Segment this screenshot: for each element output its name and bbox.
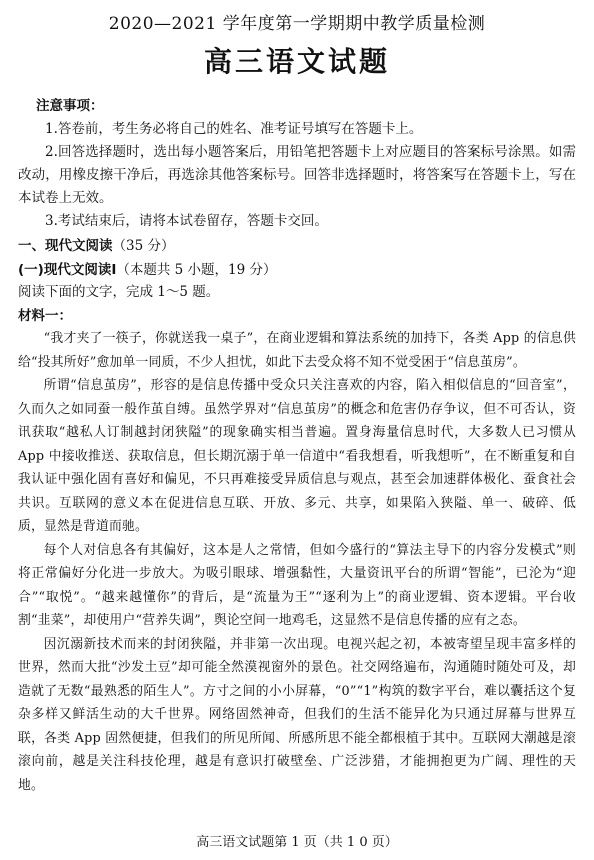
subsection-title: (一)现代文阅读Ⅰ <box>18 262 117 278</box>
section-heading <box>18 235 576 257</box>
reading-instruction: 阅读下面的文字，完成 1～5 题。 <box>18 284 220 300</box>
subsection-heading <box>18 259 576 281</box>
body-paragraph: 所谓“信息茧房”，形容的是信息传播中受众只关注喜欢的内容，陷入相似信息的“回音室”，久而久之如同蚕一般作茧自缚。虽然学界对“信息茧房”的概念和危害仍存争议，但不可否认，资讯获取“越私人订制越封闭狭隘”的现象确实相当普遍。置身海量信息时代，大多数人已习惯从 App 中接收推送、获取信息，但长期沉溺于单一信道中“看我想看，听我想听”，在不断重复和自我认证中强化固有喜好和偏见，不只再难接受异质信息与观点，甚至会加速群体极化、蚕食社会共识。互联网的意义本在促进信息互联、开放、多元、共享，如果陷入狭隘、单一、破碎、低质，显然是背道而驰。 <box>18 378 576 534</box>
subsection-note: （本题共 5 小题，19 分） <box>116 262 277 278</box>
body-paragraph: 因沉溺新技术而来的封闭狭隘，并非第一次出现。电视兴起之初，本被寄望呈现丰富多样的世界，然而大批“沙发土豆”却可能全然漠视窗外的景色。社交网络遍布，沟通随时随处可及，却造就了无数“最熟悉的陌生人”。方寸之间的小小屏幕，“0”“1”构筑的数字平台，难以囊括这个复杂多样又鲜活生动的大千世界。网络固然神奇，但我们的生活不能异化为只通过屏幕与世界互联，各类 App 固然便捷，但我们的所见所闻、所感所思不能全都根植于其中。互联网大潮越是滚滚向前，越是关注科技伦理，越是有意识打破壁垒、广泛涉猎，才能拥抱更为广阔、理性的天地。 <box>18 636 576 793</box>
notice-item-3: 3.考试结束后，请将本试卷留存，答题卡交回。 <box>45 213 328 229</box>
section-title: 一、现代文阅读 <box>18 238 113 254</box>
exam-title: 2020—2021 学年度第一学期期中教学质量检测 <box>108 14 486 34</box>
material-label: 材料一： <box>18 308 72 324</box>
notice-item-1: 1.答卷前，考生务必将自己的姓名、准考证号填写在答题卡上。 <box>45 121 423 137</box>
body-paragraph: “我才夹了一筷子，你就送我一桌子”，在商业逻辑和算法系统的加持下，各类 App 的信息供给“投其所好”愈加单一同质，不少人担忧，如此下去受众将不知不觉受困于“信息茧房”。 <box>18 331 576 370</box>
notice-item-2: 2.回答选择题时，选出每小题答案后，用铅笔把答题卡上对应题目的答案标号涂黑。如需改动，用橡皮擦干净后，再选涂其他答案标号。回答非选择题时，将答案写在答题卡上，写在本试卷上无效。 <box>18 144 576 206</box>
notice-heading: 注意事项： <box>36 98 104 114</box>
body-paragraph: 每个人对信息各有其偏好，这本是人之常情，但如今盛行的“算法主导下的内容分发模式”则将正常偏好分化进一步放大。为吸引眼球、增强黏性，大量资讯平台的所谓“智能”，已沦为“迎合”“取悦”。“越来越懂你”的背后，是“流量为王”“逐利为上”的商业逻辑、资本逻辑。平台收割“韭菜”，却使用户“营养失调”，舆论空间一地鸡毛，这显然不是信息传播的应有之态。 <box>18 542 576 628</box>
subject-title: 高三语文试题 <box>203 45 390 78</box>
section-score: （35 分） <box>112 238 175 254</box>
page-footer: 高三语文试题第 1 页（共 1 0 页） <box>196 835 398 850</box>
